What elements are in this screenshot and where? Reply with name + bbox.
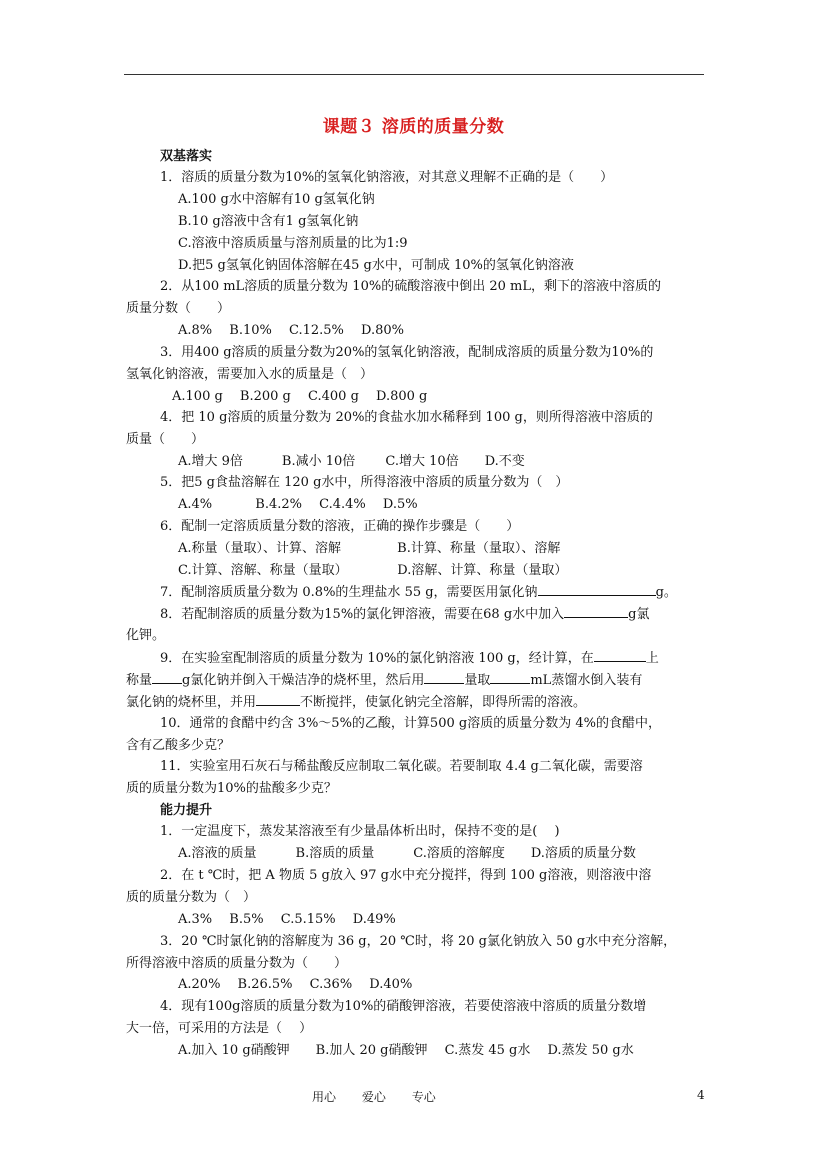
- question-2: 2．从100 mL溶质的质量分数为 10%的硫酸溶液中倒出 20 mL，剩下的溶液中溶质的: [160, 279, 661, 294]
- question-8: [160, 605, 650, 624]
- ability-question-1: 1．一定温度下，蒸发某溶液至有少量晶体析出时，保持不变的是( ): [160, 824, 560, 839]
- options: A.8% B.10% C.12.5% D.80%: [178, 323, 405, 338]
- question-9-cont: [126, 693, 586, 712]
- ability-question-3: 3．20 ℃时氯化钠的溶解度为 36 g，20 ℃时，将 20 g氯化钠放入 50 g水中充分溶解，: [160, 934, 677, 949]
- question-7: [160, 583, 677, 602]
- header-rule: [124, 74, 704, 75]
- question-4: 4．把 10 g溶质的质量分数为 20%的食盐水加水稀释到 100 g，则所得溶液中溶质的: [160, 410, 653, 425]
- footer-item: 爱心: [361, 1090, 386, 1104]
- options: A.20% B.26.5% C.36% D.40%: [178, 977, 413, 992]
- ability-question-3-cont: 所得溶液中溶质的质量分数为（ ）: [126, 956, 348, 971]
- question-3: 3．用400 g溶质的质量分数为20%的氢氧化钠溶液，配制成溶质的质量分数为10%的: [160, 345, 654, 360]
- section-heading-ability: 能力提升: [160, 803, 213, 818]
- question-5: 5．把5 g食盐溶解在 120 g水中，所得溶液中溶质的质量分数为（ ）: [160, 475, 569, 490]
- option: D.把5 g氢氧化钠固体溶解在45 g水中，可制成 10%的氢氧化钠溶液: [178, 258, 574, 273]
- question-11: 11．实验室用石灰石与稀盐酸反应制取二氧化碳。若要制取 4.4 g二氧化碳，需要溶: [160, 759, 643, 774]
- question-9-text: g氯化钠并倒入干燥洁净的烧杯里，然后用: [182, 673, 425, 688]
- question-4-cont: 质量（ ）: [126, 432, 205, 447]
- page-title: 课题３ 溶质的质量分数: [322, 117, 505, 137]
- footer-item: 专心: [411, 1090, 436, 1104]
- footer-item: 用心: [312, 1090, 337, 1104]
- page-number: 4: [697, 1088, 705, 1102]
- answer-blank[interactable]: [538, 583, 656, 596]
- ability-question-4: 4．现有100g溶质的质量分数为10%的硝酸钾溶液，若要使溶液中溶质的质量分数增: [160, 999, 647, 1014]
- question-1: 1．溶质的质量分数为10%的氢氧化钠溶液，对其意义理解不正确的是（ ）: [160, 170, 614, 185]
- question-9-text: 量取: [464, 673, 491, 688]
- question-3-cont: 氢氧化钠溶液，需要加入水的质量是（ ）: [126, 367, 374, 382]
- options: A.溶液的质量 B.溶质的质量 C.溶质的溶解度 D.溶质的质量分数: [178, 846, 636, 861]
- question-9-text: 上: [645, 651, 659, 666]
- options: C.计算、溶解、称量（量取） D.溶解、计算、称量（量取）: [178, 563, 568, 578]
- options: A.100 g B.200 g C.400 g D.800 g: [172, 389, 428, 404]
- answer-blank[interactable]: [564, 605, 628, 618]
- options: A.4% B.4.2% C.4.4% D.5%: [178, 497, 418, 512]
- ability-question-2-cont: 质的质量分数为（ ）: [126, 890, 257, 905]
- question-9-text: mL蒸馏水倒入装有: [530, 673, 643, 688]
- answer-blank[interactable]: [490, 671, 530, 684]
- question-9-cont: [126, 671, 642, 690]
- question-9-text: 称量: [126, 673, 153, 688]
- question-11-cont: 质的质量分数为10%的盐酸多少克？: [126, 781, 337, 796]
- question-9-text: 氯化钠的烧杯里，并用: [126, 695, 257, 710]
- question-10-cont: 含有乙酸多少克？: [126, 738, 231, 753]
- options: A.3% B.5% C.5.15% D.49%: [178, 912, 396, 927]
- answer-blank[interactable]: [152, 671, 182, 684]
- question-9-text: 不断搅拌，使氯化钠完全溶解，即得所需的溶液。: [300, 695, 587, 710]
- question-8-cont: 化钾。: [126, 628, 166, 643]
- question-8-unit: g氯: [628, 607, 650, 622]
- footer-motto: [312, 1088, 458, 1105]
- option: C.溶液中溶质质量与溶剂质量的比为1:9: [178, 236, 408, 251]
- question-10: 10．通常的食醋中约含 3%～5%的乙酸，计算500 g溶质的质量分数为 4%的食醋中，: [160, 716, 661, 731]
- question-9-text: 9．在实验室配制溶质的质量分数为 10%的氯化钠溶液 100 g，经计算，在: [160, 651, 594, 666]
- question-7-text: 7．配制溶质质量分数为 0.8%的生理盐水 55 g，需要医用氯化钠: [160, 585, 538, 600]
- answer-blank[interactable]: [424, 671, 464, 684]
- question-2-cont: 质量分数（ ）: [126, 301, 231, 316]
- options: A.增大 9倍 B.减小 10倍 C.增大 10倍 D.不变: [178, 454, 525, 469]
- ability-question-4-cont: 大一倍，可采用的方法是（ ）: [126, 1021, 313, 1036]
- question-9: [160, 649, 659, 668]
- answer-blank[interactable]: [256, 693, 300, 706]
- answer-blank[interactable]: [594, 649, 646, 662]
- ability-question-2: 2．在 t ℃时，把 A 物质 5 g放入 97 g水中充分搅拌，得到 100 g溶液，则溶液中溶: [160, 868, 652, 883]
- question-7-unit: g。: [655, 585, 677, 600]
- option: B.10 g溶液中含有1 g氢氧化钠: [178, 214, 359, 229]
- options: A.加入 10 g硝酸钾 B.加人 20 g硝酸钾 C.蒸发 45 g水 D.蒸发 50 g水: [178, 1043, 634, 1058]
- question-8-text: 8．若配制溶质的质量分数为15%的氯化钾溶液，需要在68 g水中加入: [160, 607, 565, 622]
- options: A.称量（量取）、计算、溶解 B.计算、称量（量取）、溶解: [178, 541, 561, 556]
- option: A.100 g水中溶解有10 g氢氧化钠: [178, 192, 375, 207]
- question-6: 6．配制一定溶质质量分数的溶液，正确的操作步骤是（ ）: [160, 519, 520, 534]
- section-heading-basic: 双基落实: [160, 149, 213, 164]
